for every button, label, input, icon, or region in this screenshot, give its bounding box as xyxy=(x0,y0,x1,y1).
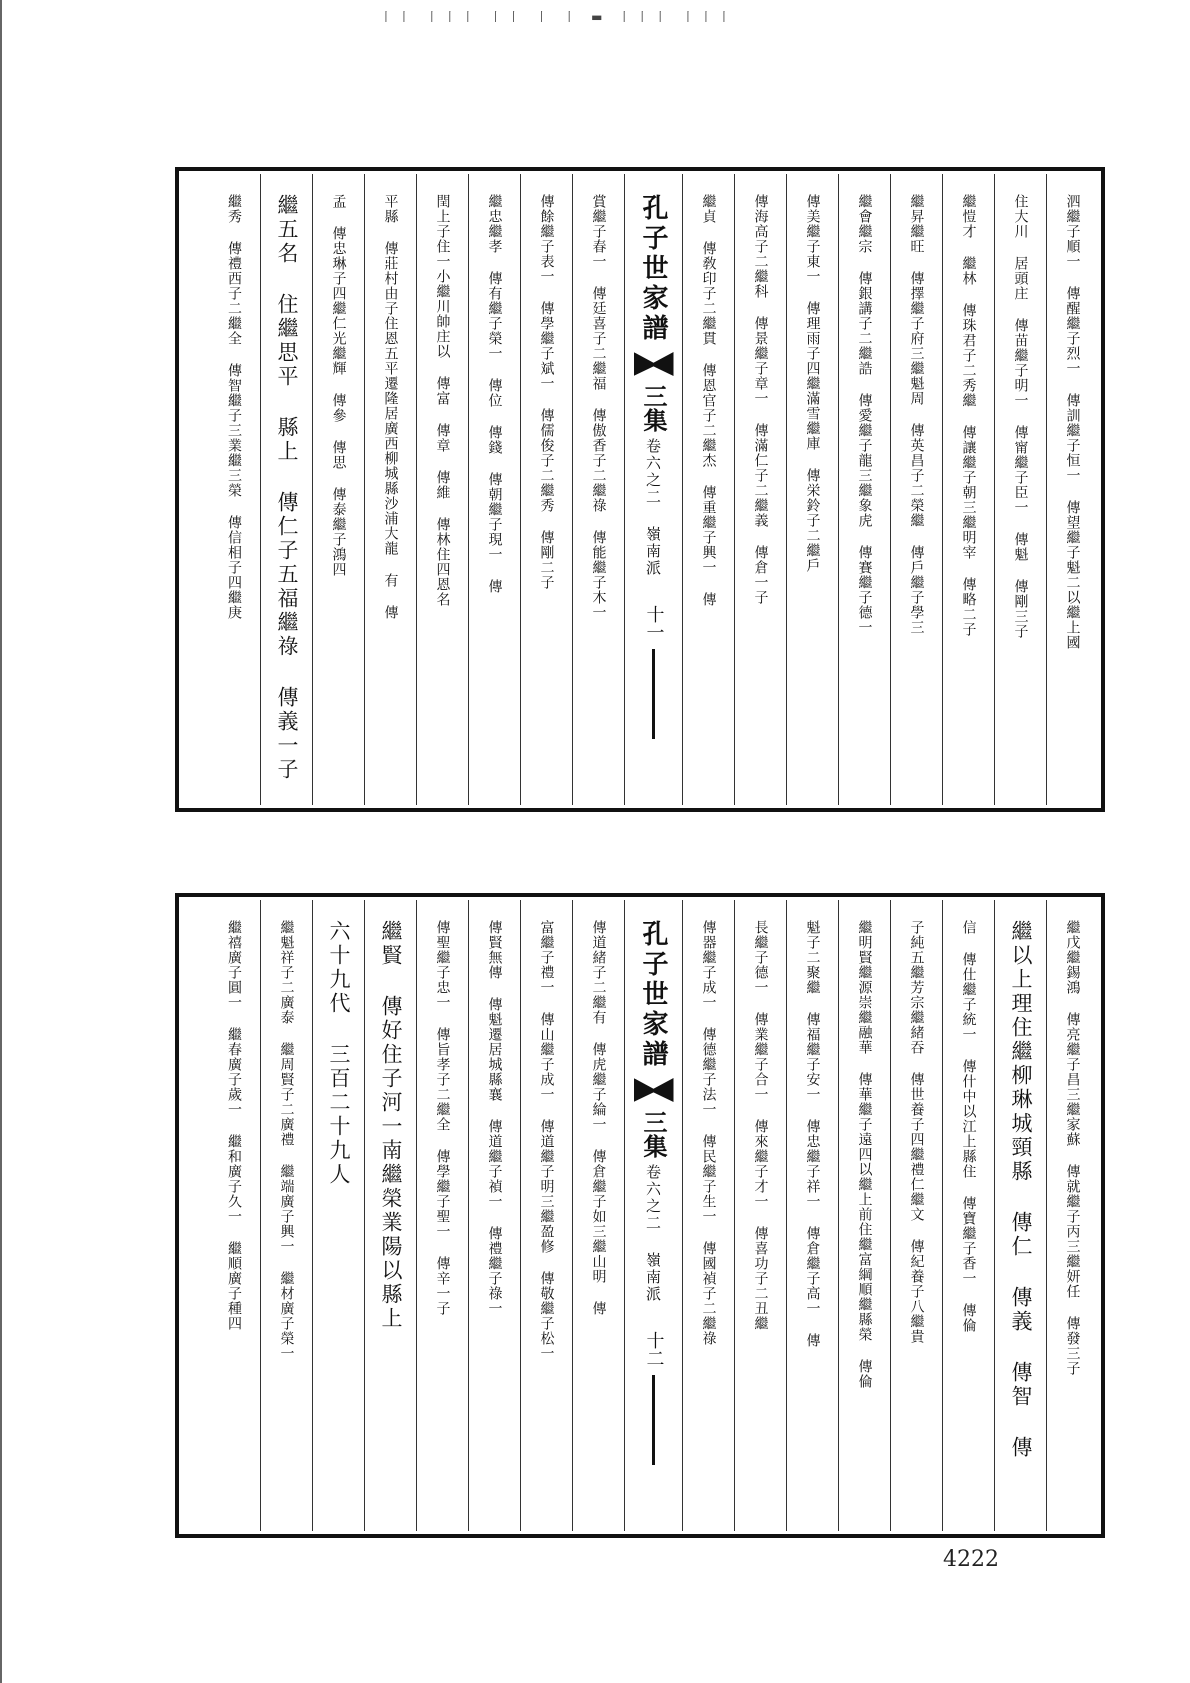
genealogy-column xyxy=(890,174,942,805)
column-text: 繼魁祥子二廣泰 繼周賢子二廣禮 繼端廣子興一 繼材廣子榮一 xyxy=(278,920,295,1361)
fish-tail-mark-icon xyxy=(634,1078,674,1102)
column-text: 繼會繼宗 傳銀講子二繼誥 傳愛繼子龍三繼象虎 傳賽繼子德一 xyxy=(856,194,873,635)
column-text: 傳餘繼子表一 傳學繼子斌一 傳儒俊子二繼秀 傳剛二子 xyxy=(538,194,555,590)
column-text: 泗繼子順一 傳醒繼子烈一 傳訓繼子恒一 傳望繼子魁二以繼上國 xyxy=(1064,194,1081,650)
genealogy-column xyxy=(1046,900,1098,1531)
scan-left-edge xyxy=(0,0,2,1683)
column-text: 傳賢無傳 傳魁遷居城縣襄 傳道繼子禎一 傳禮繼子祿一 xyxy=(486,920,503,1316)
center-bar xyxy=(652,1375,655,1465)
column-text: 傳美繼子東一 傳理雨子四繼滿雪繼庫 傳栄鈴子二繼戶 xyxy=(804,194,821,573)
genealogy-column xyxy=(520,174,572,805)
column-text: 繼五名 住繼思平 縣上 傳仁子五福繼祿 傳義一子 xyxy=(275,194,299,782)
genealogy-column xyxy=(572,900,624,1531)
column-text: 子純五繼芳宗繼緒吞 傳世養子四繼禮仁繼文 傳紀養子八繼貴 xyxy=(908,920,925,1344)
chapter-label: 卷六之二 嶺南派 xyxy=(644,1164,662,1303)
volume-label: 三集 xyxy=(639,1110,668,1158)
column-text: 繼明賢繼源崇繼融華 傳華繼子遠四以繼上前住繼富綱順繼縣榮 傳倫 xyxy=(856,920,873,1389)
genealogy-column xyxy=(364,174,416,805)
center-title-column xyxy=(624,174,682,805)
column-text: 信 傳仕繼子統一 傳什中以江上縣住 傳寶繼子香一 傳倫 xyxy=(960,920,977,1333)
page-twelve xyxy=(175,893,1105,1538)
genealogy-column xyxy=(208,174,260,805)
page-eleven xyxy=(175,167,1105,812)
genealogy-column xyxy=(208,900,260,1531)
book-title: 孔子世家譜 xyxy=(638,194,668,344)
genealogy-column xyxy=(572,174,624,805)
book-title: 孔子世家譜 xyxy=(638,920,668,1070)
column-text: 繼昇繼旺 傳擇繼子府三繼魁周 傳英昌子二榮繼 傳戶繼子學三 xyxy=(908,194,925,635)
column-text: 閏上子住一小繼川帥庄以 傳富 傳章 傳維 傳林住四恩名 xyxy=(434,194,451,607)
genealogy-column xyxy=(942,900,994,1531)
column-text: 繼愷才 繼林 傳珠君子二秀繼 傳讓繼子朝三繼明宰 傳略二子 xyxy=(960,194,977,637)
column-text: 繼秀 傳禮西子二繼全 傳智繼子三業繼三榮 傳信相子四繼庚 xyxy=(226,194,242,620)
column-text: 六十九代 三百二十九人 xyxy=(327,920,351,1187)
genealogy-column xyxy=(312,900,364,1531)
footer-page-number: 4222 xyxy=(943,1547,999,1572)
genealogy-column xyxy=(734,900,786,1531)
column-text: 魁子二聚繼 傳福繼子安一 傳忠繼子祥一 傳倉繼子高一 傳 xyxy=(804,920,821,1348)
header-strip: 丨丨 丨丨丨 丨丨 丨 丨 ▬ 丨丨丨 丨丨丨 xyxy=(380,10,737,22)
genealogy-column xyxy=(838,174,890,805)
genealogy-column xyxy=(786,900,838,1531)
column-text: 長繼子德一 傳業繼子合一 傳來繼子才一 傳喜功子二丑繼 xyxy=(752,920,769,1331)
column-text: 繼禧廣子圓一 繼春廣子歲一 繼和廣子久一 繼順廣子種四 xyxy=(226,920,242,1331)
genealogy-column xyxy=(682,174,734,805)
page-number: 十一 xyxy=(643,605,665,641)
column-text: 傳器繼子成一 傳德繼子法一 傳民繼子生一 傳國禎子二繼祿 xyxy=(700,920,717,1346)
chapter-label: 卷六之二 嶺南派 xyxy=(644,438,662,577)
genealogy-column xyxy=(260,900,312,1531)
column-text: 孟 傳忠琳子四繼仁光繼輝 傳參 傳思 傳泰繼子鴻四 xyxy=(330,194,347,577)
genealogy-column xyxy=(786,174,838,805)
genealogy-column xyxy=(468,174,520,805)
column-text: 住大川 居頭庄 傳苗繼子明一 傳甯繼子臣一 傳魁 傳剛三子 xyxy=(1012,194,1029,639)
column-text: 傳聖繼子忠一 傳旨孝子二繼全 傳學繼子聖一 傳辛一子 xyxy=(434,920,451,1316)
genealogy-column xyxy=(994,174,1046,805)
genealogy-column xyxy=(734,174,786,805)
volume-label: 三集 xyxy=(639,384,668,432)
fish-tail-mark-icon xyxy=(634,352,674,376)
genealogy-column xyxy=(416,174,468,805)
page-number: 十二 xyxy=(643,1331,665,1367)
center-bar xyxy=(652,649,655,739)
column-text: 富繼子禮一 傳山繼子成一 傳道繼子明三繼盈修 傳敬繼子松一 xyxy=(538,920,555,1361)
column-text: 賞繼子春一 傳廷喜子二繼福 傳傲香子二繼祿 傳能繼子木一 xyxy=(590,194,607,620)
genealogy-column xyxy=(468,900,520,1531)
column-text: 繼戊繼錫鴻 傳亮繼子昌三繼家蘇 傳就繼子丙三繼妍任 傳發三子 xyxy=(1064,920,1081,1376)
column-text: 傳海高子二繼科 傳景繼子章一 傳滿仁子二繼義 傳倉一子 xyxy=(752,194,769,605)
column-text: 繼忠繼孝 傳有繼子榮一 傳位 傳錢 傳朝繼子現一 傳 xyxy=(486,194,503,594)
genealogy-column xyxy=(416,900,468,1531)
genealogy-column xyxy=(520,900,572,1531)
genealogy-column xyxy=(1046,174,1098,805)
column-text: 平縣 傳莊村由子住恩五平遷隆居廣西柳城縣沙浦大龍 有 傳 xyxy=(382,194,399,620)
genealogy-column xyxy=(994,900,1046,1531)
column-grid xyxy=(182,174,1098,805)
column-text: 傳道緒子二繼有 傳虎繼子綸一 傳倉繼子如三繼山明 傳 xyxy=(590,920,607,1316)
column-grid xyxy=(182,900,1098,1531)
column-text: 繼賢 傳好住子河一南繼榮業陽以縣上 xyxy=(379,920,403,1331)
genealogy-column xyxy=(364,900,416,1531)
center-title-column xyxy=(624,900,682,1531)
column-text: 繼貞 傳敎印子二繼貫 傳恩官子二繼杰 傳重繼子興一 傳 xyxy=(700,194,717,607)
genealogy-column xyxy=(838,900,890,1531)
genealogy-column xyxy=(890,900,942,1531)
genealogy-column xyxy=(260,174,312,805)
genealogy-column xyxy=(312,174,364,805)
genealogy-column xyxy=(682,900,734,1531)
genealogy-column xyxy=(942,174,994,805)
column-text: 繼以上理住繼柳琳城頸縣 傳仁 傳義 傳智 傳 xyxy=(1009,920,1033,1460)
